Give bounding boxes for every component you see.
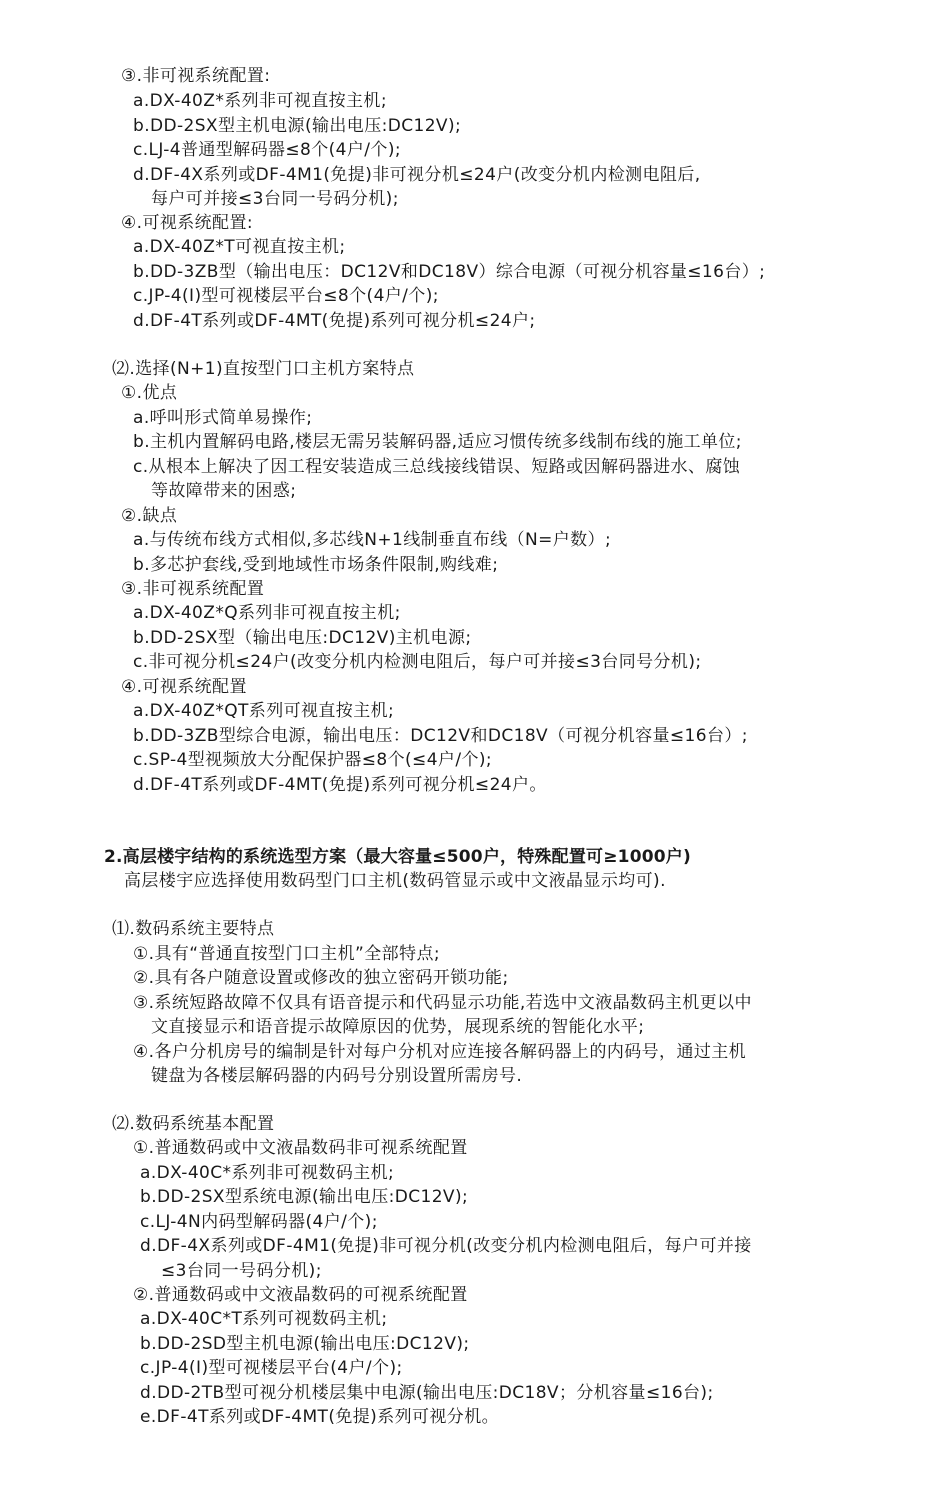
- heading-non-visual-config: ①.普通数码或中文液晶数码非可视系统配置: [133, 1138, 468, 1158]
- list-item: d.DF-4T系列或DF-4MT(免提)系列可视分机≤24户;: [133, 311, 536, 331]
- list-item-continuation: 每户可并接≤3台同一号码分机);: [151, 189, 399, 209]
- list-item-continuation: 键盘为各楼层解码器的内码号分别设置所需房号.: [151, 1066, 523, 1086]
- list-item: e.DF-4T系列或DF-4MT(免提)系列可视分机。: [140, 1407, 500, 1427]
- list-item: c.从根本上解决了因工程安装造成三总线接线错误、短路或因解码器进水、腐蚀: [133, 457, 741, 477]
- list-item-continuation: ≤3台同一号码分机);: [161, 1261, 322, 1281]
- list-item: b.多芯护套线,受到地域性市场条件限制,购线难;: [133, 555, 499, 575]
- list-item: ④.各户分机房号的编制是针对每户分机对应连接各解码器上的内码号，通过主机: [133, 1042, 747, 1062]
- list-item: b.DD-2SX型（输出电压:DC12V)主机电源;: [133, 628, 472, 648]
- list-item: ②.具有各户随意设置或修改的独立密码开锁功能;: [133, 968, 509, 988]
- list-item: b.DD-3ZB型（输出电压：DC12V和DC18V）综合电源（可视分机容量≤16台）;: [133, 262, 766, 282]
- heading-advantages: ①.优点: [121, 383, 178, 403]
- list-item: d.DD-2TB型可视分机楼层集中电源(输出电压:DC18V；分机容量≤16台);: [140, 1383, 714, 1403]
- list-item: d.DF-4X系列或DF-4M1(免提)非可视分机≤24户(改变分机内检测电阻后,: [133, 165, 701, 185]
- list-item: a.DX-40Z*T可视直按主机;: [133, 237, 346, 257]
- list-item: c.JP-4(Ⅰ)型可视楼层平台(4户/个);: [140, 1358, 403, 1378]
- list-item: c.LJ-4普通型解码器≤8个(4户/个);: [133, 140, 401, 160]
- heading-non-visual-config: ③.非可视系统配置:: [121, 66, 271, 86]
- heading-visual-config: ②.普通数码或中文液晶数码的可视系统配置: [133, 1285, 468, 1305]
- list-item: c.非可视分机≤24户(改变分机内检测电阻后，每户可并接≤3台同号分机);: [133, 652, 702, 672]
- heading-visual-config: ④.可视系统配置:: [121, 213, 253, 233]
- list-item: a.DX-40C*系列非可视数码主机;: [140, 1163, 395, 1183]
- list-item-continuation: 等故障带来的困惑;: [151, 481, 297, 501]
- section-heading-digital-features: ⑴.数码系统主要特点: [112, 919, 275, 939]
- list-item: b.DD-2SX型系统电源(输出电压:DC12V);: [140, 1187, 469, 1207]
- list-item: c.LJ-4N内码型解码器(4户/个);: [140, 1212, 378, 1232]
- list-item: a.呼叫形式简单易操作;: [133, 408, 313, 428]
- paragraph: 高层楼宇应选择使用数码型门口主机(数码管显示或中文液晶显示均可).: [124, 871, 666, 891]
- heading-disadvantages: ②.缺点: [121, 506, 178, 526]
- list-item: d.DF-4T系列或DF-4MT(免提)系列可视分机≤24户。: [133, 775, 547, 795]
- list-item: b.主机内置解码电路,楼层无需另装解码器,适应习惯传统多线制布线的施工单位;: [133, 432, 742, 452]
- list-item: a.DX-40Z*Q系列非可视直按主机;: [133, 603, 401, 623]
- list-item: d.DF-4X系列或DF-4M1(免提)非可视分机(改变分机内检测电阻后，每户可并接: [140, 1236, 752, 1256]
- section-heading-high-rise: 2.高层楼宇结构的系统选型方案（最大容量≤500户，特殊配置可≥1000户): [104, 847, 691, 867]
- list-item: a.DX-40C*T系列可视数码主机;: [140, 1309, 388, 1329]
- list-item: a.DX-40Z*QT系列可视直按主机;: [133, 701, 395, 721]
- heading-non-visual-config: ③.非可视系统配置: [121, 579, 265, 599]
- heading-visual-config: ④.可视系统配置: [121, 677, 247, 697]
- list-item: c.JP-4(Ⅰ)型可视楼层平台≤8个(4户/个);: [133, 286, 439, 306]
- list-item: b.DD-2SD型主机电源(输出电压:DC12V);: [140, 1334, 470, 1354]
- list-item: b.DD-2SX型主机电源(输出电压:DC12V);: [133, 116, 462, 136]
- list-item: b.DD-3ZB型综合电源，输出电压：DC12V和DC18V（可视分机容量≤16台）;: [133, 726, 748, 746]
- section-heading-digital-config: ⑵.数码系统基本配置: [112, 1114, 275, 1134]
- section-heading-n1-scheme: ⑵.选择(N+1)直按型门口主机方案特点: [112, 359, 415, 379]
- list-item: a.与传统布线方式相似,多芯线N+1线制垂直布线（N=户数）;: [133, 530, 612, 550]
- list-item: a.DX-40Z*系列非可视直按主机;: [133, 91, 387, 111]
- list-item: c.SP-4型视频放大分配保护器≤8个(≤4户/个);: [133, 750, 493, 770]
- list-item: ③.系统短路故障不仅具有语音提示和代码显示功能,若选中文液晶数码主机更以中: [133, 993, 752, 1013]
- list-item: ①.具有“普通直按型门口主机”全部特点;: [133, 944, 440, 964]
- list-item-continuation: 文直接显示和语音提示故障原因的优势，展现系统的智能化水平;: [151, 1017, 645, 1037]
